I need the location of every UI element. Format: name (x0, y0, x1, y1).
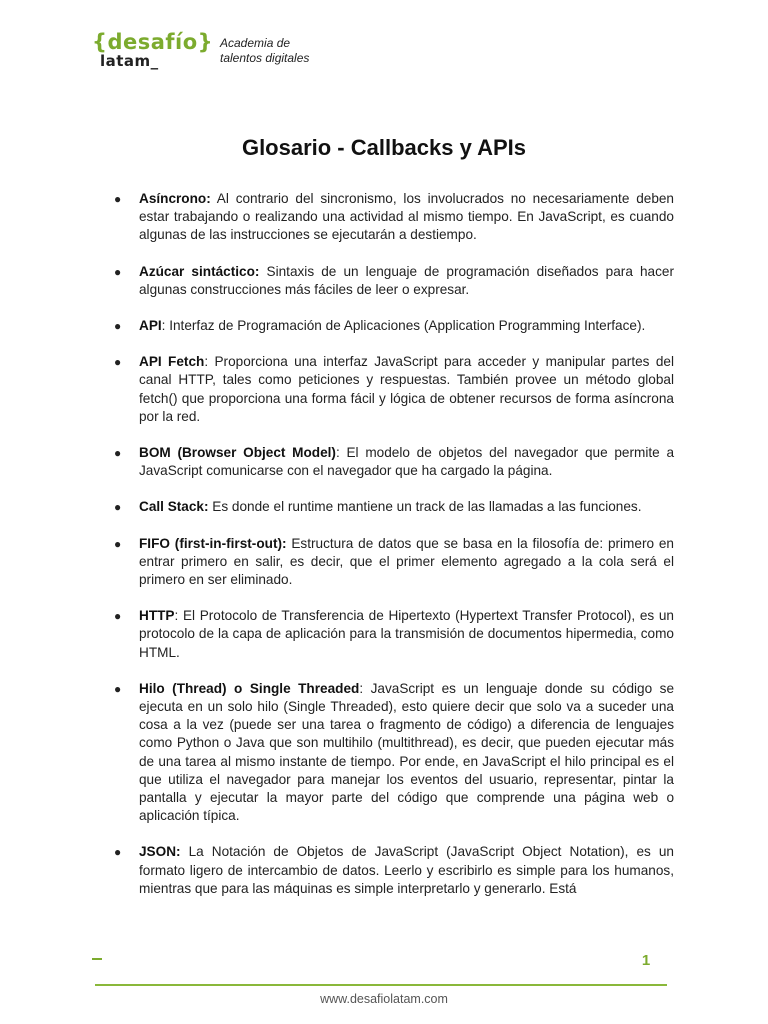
logo-brand-subtext: latam_ (100, 52, 159, 70)
bullet-icon: ● (114, 319, 122, 334)
bullet-icon: ● (114, 446, 122, 461)
glossary-definition: : El Protocolo de Transferencia de Hipertexto (Hypertext Transfer Protocol), es un protocolo de la capa de aplicación para la transmisión de documentos hipermedia, como HTML. (139, 608, 674, 660)
bullet-icon: ● (114, 355, 122, 370)
bullet-icon: ● (114, 681, 122, 696)
glossary-term: Hilo (Thread) o Single Threaded (139, 680, 360, 696)
glossary-term: HTTP (139, 608, 175, 624)
glossary-term: Azúcar sintáctico: (139, 263, 260, 279)
logo-brand-text: {desafío} (92, 30, 214, 54)
bullet-icon: ● (114, 500, 122, 515)
footer-url: www.desafiolatam.com (320, 992, 448, 1006)
glossary-definition: Es donde el runtime mantiene un track de las llamadas a las funciones. (208, 499, 642, 515)
bullet-icon: ● (114, 264, 122, 279)
glossary-definition: : Proporciona una interfaz JavaScript para acceder y manipular partes del canal HTTP, tales como peticiones y respuestas. También provee un método global fetch() que proporciona una forma fácil y lógica de obtener recursos de forma asíncrona por la red. (139, 354, 674, 424)
glossary-definition: La Notación de Objetos de JavaScript (JavaScript Object Notation), es un formato ligero de intercambio de datos. Leerlo y escribirlo es simple para los humanos, mientras que para las máquinas es simple interpretarlo y generarlo. Está (139, 844, 674, 896)
glossary-entry (112, 498, 674, 516)
glossary-definition: Al contrario del sincronismo, los involucrados no necesariamente deben estar trabajando o realizando una actividad al mismo tiempo. En JavaScript, es cuando algunas de las instrucciones se ejecutarán a destiempo. (139, 191, 674, 243)
glossary-definition: : JavaScript es un lenguaje donde su código se ejecuta en un solo hilo (Single Threaded), esto quiere decir que solo va a suceder una cosa a la vez (puede ser una tarea o fragmento de código) a diferencia de lenguajes como Python o Java que son multihilo (multithread), es decir, que pueden ejecutar más de una tarea al mismo instante de tiempo. Por ende, en JavaScript el hilo principal es el que utiliza el navegador para manejar los eventos del usuario, representar, pintar la pantalla y ejecutar la mayor parte del código que comprende una página web o aplicación típica. (139, 680, 675, 824)
glossary-definition: Estructura de datos que se basa en la filosofía de: primero en entrar primero en salir, es decir, que el primer elemento agregado a la cola será el primero en ser eliminado. (139, 535, 674, 588)
glossary-term: Call Stack: (139, 499, 209, 515)
glossary-definition: : Interfaz de Programación de Aplicaciones (Application Programming Interface). (161, 318, 646, 334)
glossary-entry (112, 607, 674, 662)
academy-tagline (220, 36, 309, 66)
glossary-term: Asíncrono: (139, 191, 211, 206)
glossary-entry (112, 263, 674, 299)
glossary-definition: : El modelo de objetos del navegador que permite a JavaScript comunicarse con el navegador que ha cargado la página. (139, 445, 675, 479)
glossary-term: JSON: (139, 844, 181, 860)
glossary-entry (112, 317, 674, 335)
glossary-term: FIFO (first-in-first-out): (139, 535, 287, 551)
glossary-entry (112, 190, 674, 245)
footer-dash (92, 958, 102, 960)
glossary-definition: Sintaxis de un lenguaje de programación diseñados para hacer algunas construcciones más fáciles de leer o expresar. (139, 263, 675, 297)
tagline-line-1: Academia de (220, 36, 291, 50)
bullet-icon: ● (114, 536, 122, 551)
glossary-entry (112, 353, 674, 426)
bullet-icon: ● (114, 192, 122, 206)
glossary-entry (112, 843, 674, 898)
glossary-entry (112, 680, 674, 826)
footer-divider (95, 984, 667, 986)
tagline-line-2: talentos digitales (220, 51, 310, 65)
bullet-icon: ● (114, 609, 122, 624)
glossary-entry (112, 444, 674, 480)
page-number: 1 (641, 952, 651, 969)
glossary-term: BOM (Browser Object Model) (139, 445, 336, 461)
bullet-icon: ● (114, 845, 122, 860)
page-title: Glosario - Callbacks y APIs (241, 134, 527, 160)
glossary-term: API Fetch (139, 354, 205, 370)
glossary-list (112, 190, 674, 916)
glossary-term: API (139, 318, 162, 334)
glossary-entry (112, 535, 674, 590)
